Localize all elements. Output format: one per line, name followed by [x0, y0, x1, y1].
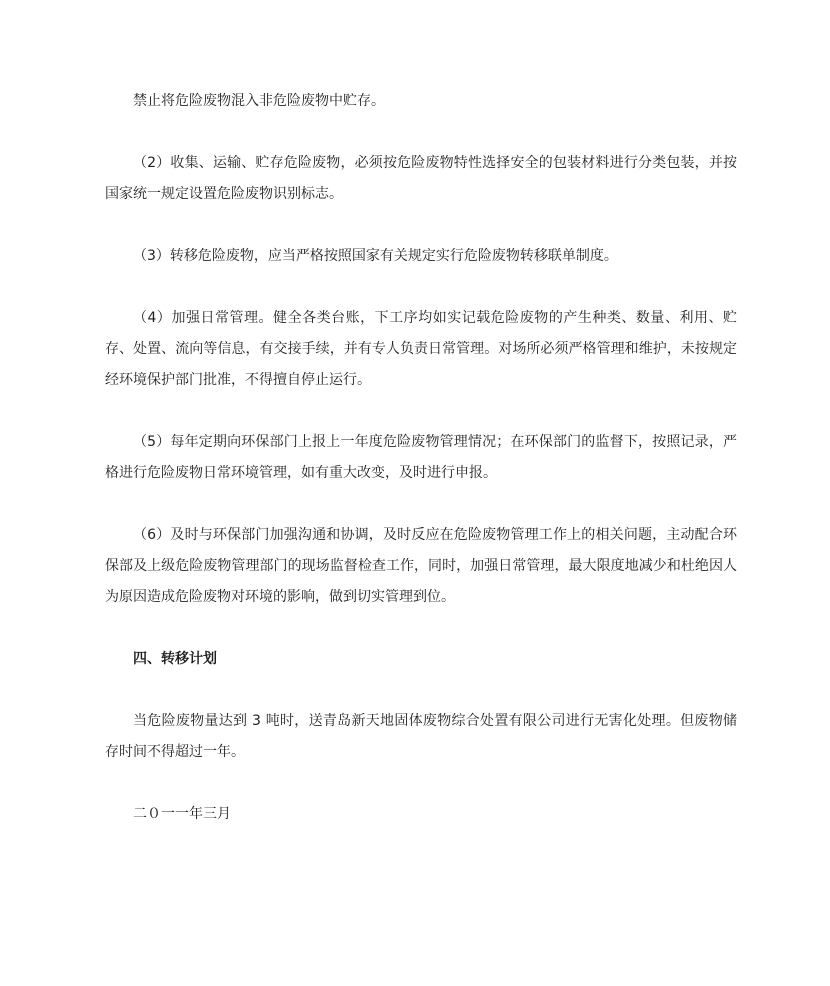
paragraph-item-5: （5）每年定期向环保部门上报上一年度危险废物管理情况；在环保部门的监督下，按照记录，严格进行危险废物日常环境管理，如有重大改变，及时进行申报。 [105, 434, 737, 481]
document-date: 二０一一年三月 [133, 806, 231, 822]
transfer-plan-paragraph: 当危险废物量达到 3 吨时，送青岛新天地固体废物综合处置有限公司进行无害化处理。但废物储存时间不得超过一年。 [105, 713, 737, 760]
paragraph-item-4: （4）加强日常管理。健全各类台账，下工序均如实记载危险废物的产生种类、数量、利用、贮存、处置、流向等信息，有交接手续，并有专人负责日常管理。对场所必须严格管理和维护，未按规定经环境保护部门批准，不得擅自停止运行。 [105, 310, 737, 388]
section-heading: 四、转移计划 [133, 651, 217, 667]
paragraph-item-3: （3）转移危险废物，应当严格按照国家有关规定实行危险废物转移联单制度。 [133, 248, 618, 264]
paragraph-item-2: （2）收集、运输、贮存危险废物，必须按危险废物特性选择安全的包装材料进行分类包装，并按国家统一规定设置危险废物识别标志。 [105, 155, 737, 202]
document-page [105, 86, 737, 861]
paragraph-item-6: （6）及时与环保部门加强沟通和协调，及时反应在危险废物管理工作上的相关问题，主动配合环保部及上级危险废物管理部门的现场监督检查工作，同时，加强日常管理，最大限度地减少和杜绝因人为原因造成危险废物对环境的影响，做到切实管理到位。 [105, 527, 737, 605]
paragraph-storage-ban: 禁止将危险废物混入非危险废物中贮存。 [133, 93, 385, 109]
